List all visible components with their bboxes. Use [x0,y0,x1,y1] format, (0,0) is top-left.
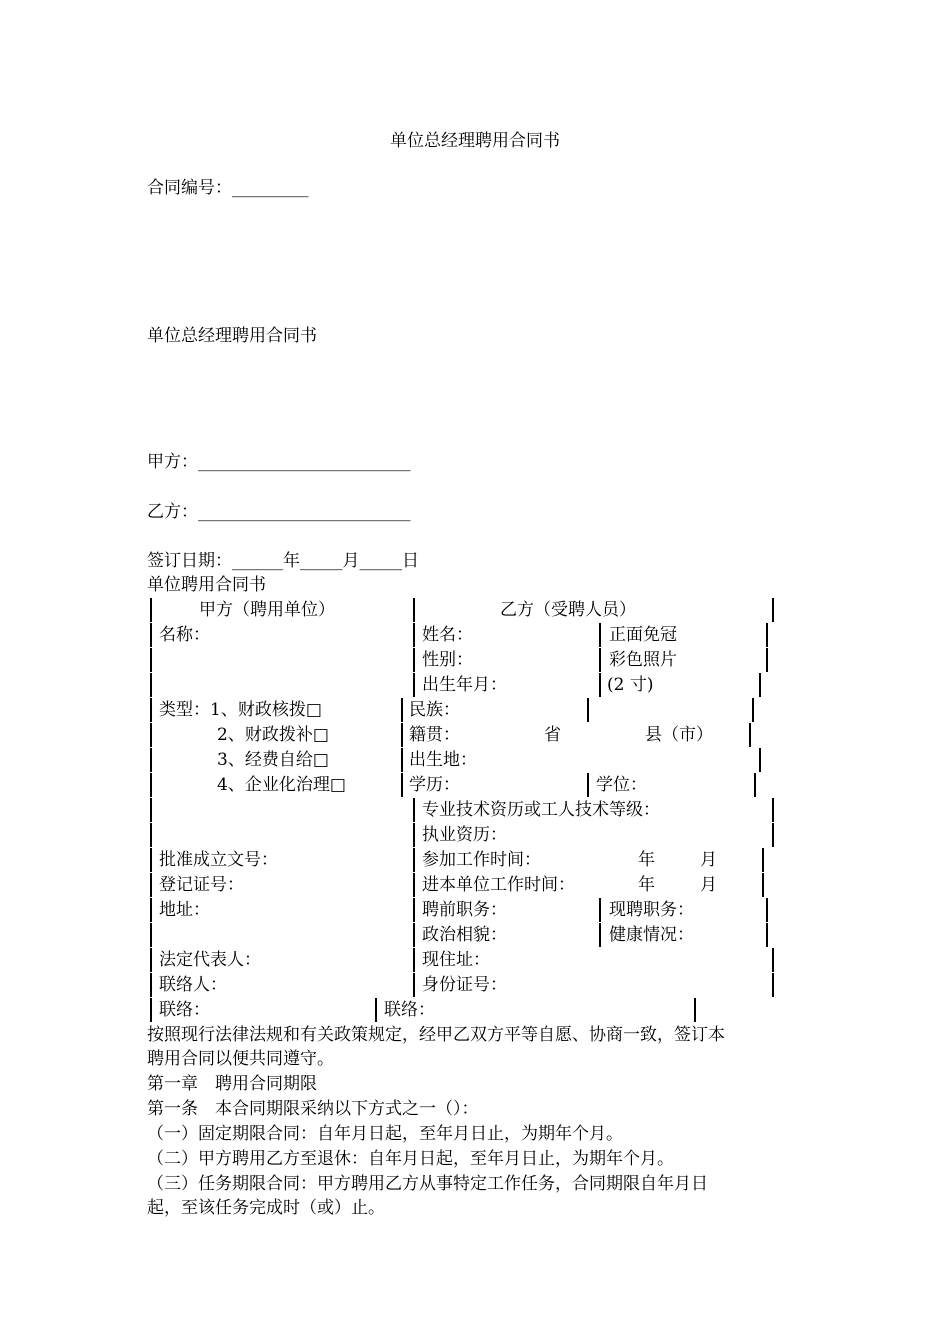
table-border [375,998,377,1022]
table-border [150,823,152,847]
table-cell: 进本单位工作时间： [422,875,575,895]
table-border [772,973,774,997]
table-cell: 出生年月： [422,675,507,695]
table-border [587,698,589,722]
table-border [401,698,403,722]
table-border [766,923,768,947]
paragraph: 聘用合同以便共同遵守。 [147,1049,334,1069]
article: 第一条 本合同期限采纳以下方式之一（）： [147,1099,479,1119]
table-cell: 省 [544,725,561,745]
table-border [599,898,601,922]
table-border [150,898,152,922]
table-cell: 法定代表人： [159,950,261,970]
table-border [413,648,415,672]
table-border [587,773,589,797]
table-border [150,698,152,722]
table-cell: 参加工作时间： [422,850,541,870]
sign-date-line: 签订日期：______年_____月_____日 [147,551,419,571]
party-a-line: 甲方：_________________________ [147,452,411,472]
table-border [150,973,152,997]
option: （二）甲方聘用乙方至退休：自年月日起，至年月日止，为期年个月。 [147,1149,674,1169]
table-border [766,623,768,647]
table-border [772,598,774,622]
option: （一）固定期限合同：自年月日起，至年月日止，为期年个月。 [147,1124,623,1144]
table-border [413,873,415,897]
table-border [752,698,754,722]
table-cell: (2 寸) [607,675,654,695]
paragraph: 按照现行法律法规和有关政策规定，经甲乙双方平等自愿、协商一致，签订本 [147,1025,725,1045]
contract-number: 合同编号：_________ [147,178,309,198]
table-cell: 年 [638,850,655,870]
option: （三）任务期限合同：甲方聘用乙方从事特定工作任务，合同期限自年月日 [147,1174,708,1194]
table-border [759,748,761,772]
table-border [150,598,152,622]
table-cell: 学历： [409,775,460,795]
table-cell: 现聘职务： [609,900,694,920]
table-border [599,923,601,947]
table-border [413,673,415,697]
table-cell: 性别： [422,650,473,670]
table-border [401,773,403,797]
table-border [150,673,152,697]
table-cell: 联络人： [159,975,227,995]
table-border [413,948,415,972]
table-cell: 联络： [384,1000,435,1020]
table-border [150,773,152,797]
table-cell: 登记证号： [159,875,244,895]
table-border [150,798,152,822]
doc-title: 单位总经理聘用合同书 [390,131,560,151]
table-border [772,798,774,822]
table-cell: 甲方（聘用单位） [199,600,335,620]
table-border [749,723,751,747]
table-cell: 民族： [409,700,460,720]
table-border [762,848,764,872]
table-border [754,773,756,797]
table-cell: 正面免冠 [609,625,677,645]
table-cell: 联络： [159,1000,210,1020]
table-cell: 3、经费自给□ [217,750,329,770]
table-cell: 专业技术资历或工人技术等级： [422,800,660,820]
chapter-heading: 第一章 聘用合同期限 [147,1074,317,1094]
table-cell: 健康情况： [609,925,694,945]
table-border [150,948,152,972]
table-cell: 彩色照片 [609,650,677,670]
table-border [150,848,152,872]
table-border [759,673,761,697]
table-border [766,898,768,922]
table-border [599,648,601,672]
table-border [150,623,152,647]
table-border [413,623,415,647]
heading-2: 单位总经理聘用合同书 [147,326,317,346]
table-border [401,748,403,772]
table-border [413,598,415,622]
table-cell: 月 [700,875,717,895]
table-border [401,723,403,747]
heading-3: 单位聘用合同书 [147,575,266,595]
table-cell: 政治相貌： [422,925,507,945]
table-border [150,648,152,672]
table-cell: 聘前职务： [422,900,507,920]
table-cell: 学位： [596,775,647,795]
table-border [150,923,152,947]
table-border [766,648,768,672]
table-border [599,673,601,697]
table-border [413,973,415,997]
table-border [413,923,415,947]
table-cell: 乙方（受聘人员） [500,600,636,620]
table-cell: 身份证号： [422,975,507,995]
table-border [413,798,415,822]
table-border [694,998,696,1022]
table-border [413,898,415,922]
table-cell: 姓名： [422,625,473,645]
table-border [150,748,152,772]
option: 起，至该任务完成时（或）止。 [147,1198,385,1218]
table-cell: 执业资历： [422,825,507,845]
table-border [762,873,764,897]
table-cell: 县（市） [645,725,713,745]
table-cell: 类型：1、财政核拨□ [159,700,322,720]
table-border [413,823,415,847]
table-cell: 月 [700,850,717,870]
table-border [150,723,152,747]
table-border [150,998,152,1022]
table-cell: 现住址： [422,950,490,970]
table-cell: 籍贯： [409,725,460,745]
table-cell: 出生地： [409,750,477,770]
table-border [599,623,601,647]
table-border [413,848,415,872]
table-cell: 地址： [159,900,210,920]
table-cell: 批准成立文号： [159,850,278,870]
table-cell: 年 [638,875,655,895]
table-cell: 名称： [159,625,210,645]
table-cell: 4、企业化治理□ [217,775,346,795]
table-cell: 2、财政拨补□ [217,725,329,745]
party-b-line: 乙方：_________________________ [147,502,411,522]
table-border [772,823,774,847]
table-border [150,873,152,897]
table-border [772,948,774,972]
